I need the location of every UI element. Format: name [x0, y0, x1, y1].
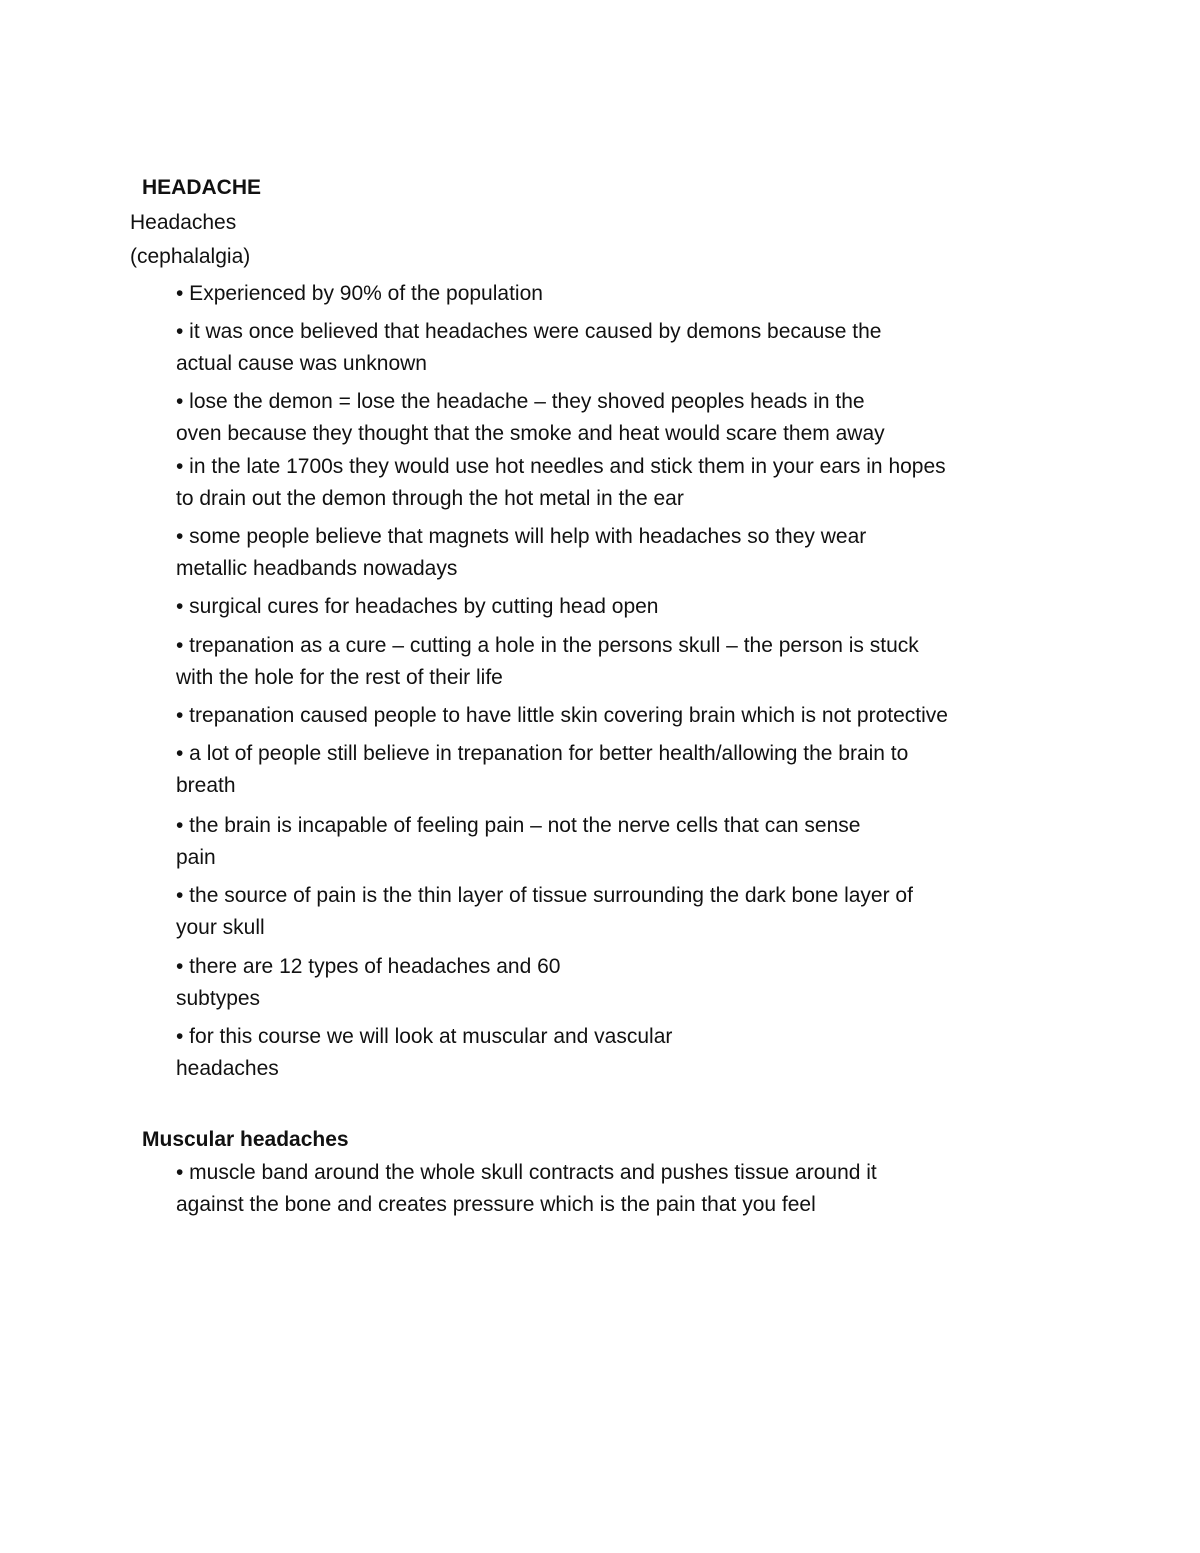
- bullet-item: • there are 12 types of headaches and 60 subtypes: [176, 955, 561, 1010]
- bullet-item: • lose the demon = lose the headache – they shoved peoples heads in the oven because they thought that the smoke and heat would scare them away: [176, 390, 885, 445]
- bullet-item: • it was once believed that headaches were caused by demons because the actual cause was unknown: [176, 320, 882, 375]
- section-heading-muscular: Muscular headaches: [142, 1128, 349, 1151]
- subtitle-line-1: Headaches: [130, 211, 237, 234]
- bullet-item: • muscle band around the whole skull contracts and pushes tissue around it against the bone and creates pressure which is the pain that you feel: [176, 1161, 877, 1216]
- bullet-item: • trepanation caused people to have little skin covering brain which is not protective: [176, 704, 948, 727]
- bullet-item: • Experienced by 90% of the population: [176, 282, 543, 305]
- document-title: HEADACHE: [142, 176, 262, 199]
- bullet-item: • in the late 1700s they would use hot needles and stick them in your ears in hopes to drain out the demon through the hot metal in the ear: [176, 455, 946, 510]
- bullet-item: • surgical cures for headaches by cutting head open: [176, 595, 659, 618]
- bullet-item: • a lot of people still believe in trepanation for better health/allowing the brain to breath: [176, 742, 909, 797]
- bullet-item: • some people believe that magnets will help with headaches so they wear metallic headbands nowadays: [176, 525, 867, 580]
- bullet-item: • the source of pain is the thin layer of tissue surrounding the dark bone layer of your skull: [176, 884, 913, 939]
- subtitle-line-2: (cephalalgia): [130, 245, 251, 268]
- bullet-item: • for this course we will look at muscular and vascular headaches: [176, 1025, 673, 1080]
- bullet-item: • the brain is incapable of feeling pain – not the nerve cells that can sense pain: [176, 814, 861, 869]
- bullet-item: • trepanation as a cure – cutting a hole in the persons skull – the person is stuck with the hole for the rest of their life: [176, 634, 919, 689]
